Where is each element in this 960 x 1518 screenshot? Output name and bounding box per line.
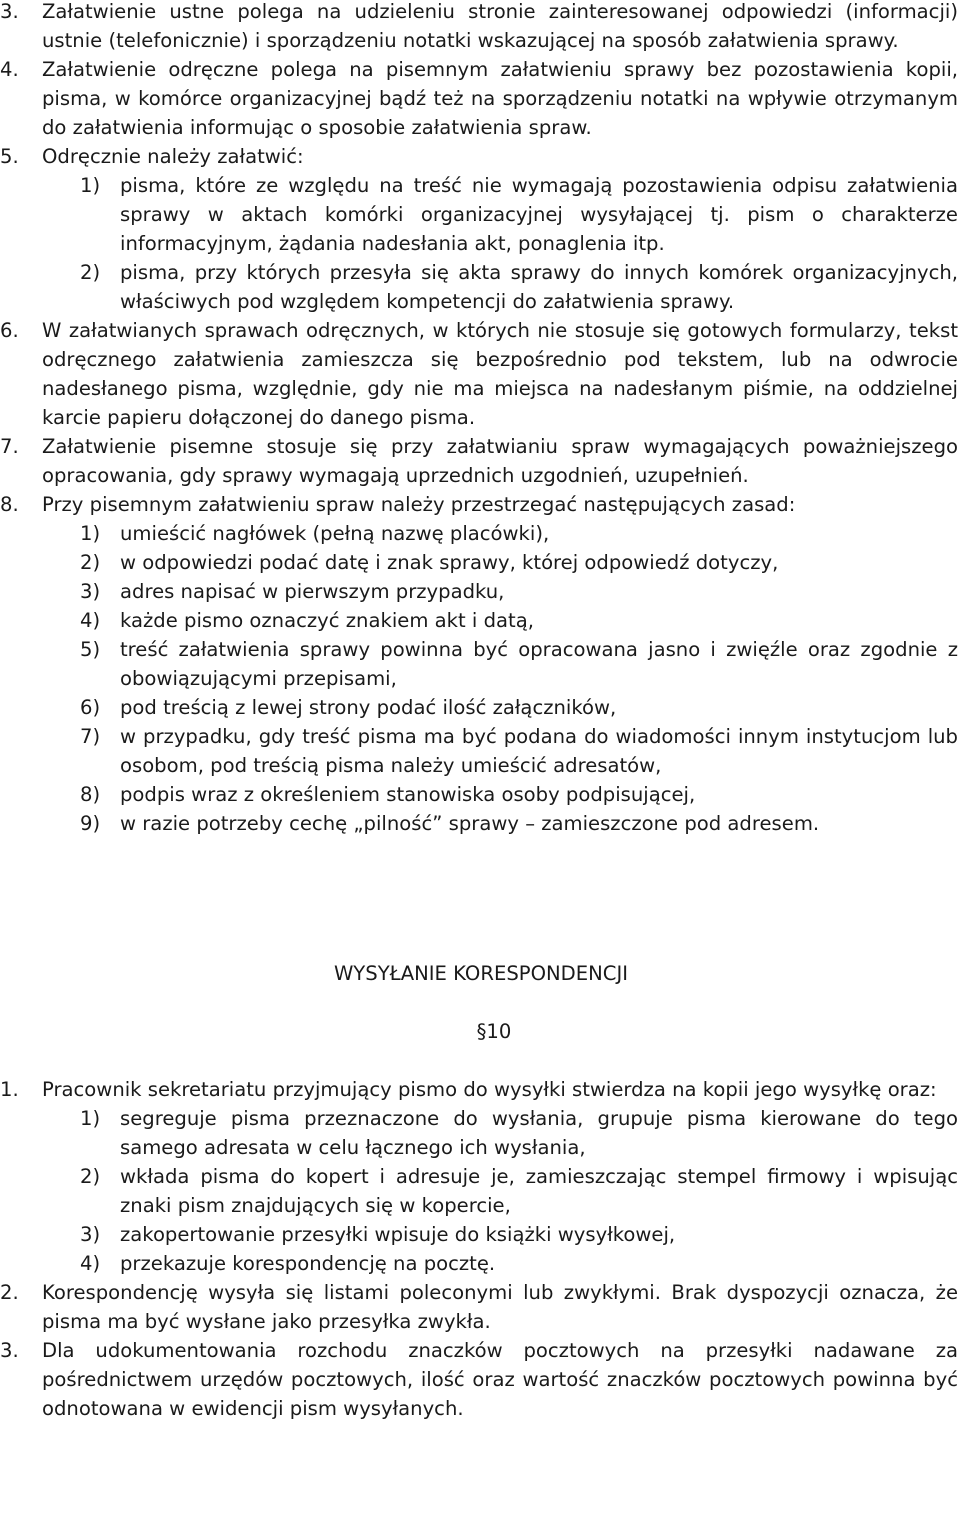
- item-number: 2.: [0, 1281, 19, 1304]
- item-number: 6.: [0, 319, 19, 342]
- sublist: [0, 171, 960, 316]
- item-number: 7): [80, 725, 101, 748]
- list-item: [0, 432, 960, 490]
- item-text: pisma, które ze względu na treść nie wymagają pozostawienia odpisu załatwienia sprawy w aktach komórki organizacyjnej wysyłającej tj. pism o charakterze informacyjnym, żądania nadesłania akt, ponaglenia itp.: [120, 174, 958, 255]
- item-text: wkłada pisma do kopert i adresuje je, zamieszczając stempel firmowy i wpisując znaki pism znajdujących się w kopercie,: [120, 1165, 958, 1217]
- item-number: 3.: [0, 1339, 19, 1362]
- item-number: 9): [80, 812, 101, 835]
- rule-item: [0, 548, 960, 577]
- item-number: 3): [80, 580, 101, 603]
- rule-item: [0, 780, 960, 809]
- item-text: Załatwienie odręczne polega na pisemnym załatwieniu sprawy bez pozostawienia kopii, pisma, w komórce organizacyjnej bądź też na sporządzeniu notatki na wpływie otrzymanym do załatwienia informując o sposobie załatwienia spraw.: [42, 58, 958, 139]
- item-text: treść załatwienia sprawy powinna być opracowana jasno i zwięźle oraz zgodnie z obowiązującymi przepisami,: [120, 638, 958, 690]
- rule-item: [0, 519, 960, 548]
- item-number: 1): [80, 522, 101, 545]
- section-spacer: [0, 838, 960, 959]
- item-number: 6): [80, 696, 101, 719]
- item-number: 1): [80, 1107, 101, 1130]
- item-number: 1): [80, 174, 101, 197]
- item-number: 4): [80, 1252, 101, 1275]
- item-number: 8.: [0, 493, 19, 516]
- item-text: W załatwianych sprawach odręcznych, w których nie stosuje się gotowych formularzy, tekst odręcznego załatwienia zamieszcza się bezpośrednio pod tekstem, lub na odwrocie nadesłanego pisma, względnie, gdy nie ma miejsca na nadesłanym piśmie, na oddzielnej karcie papieru dołączonej do danego pisma.: [42, 319, 958, 429]
- item-number: 8): [80, 783, 101, 806]
- item-text: Załatwienie ustne polega na udzieleniu stronie zainteresowanej odpowiedzi (informacji) ustnie (telefonicznie) i sporządzeniu notatki wskazującej na sposób załatwienia sprawy.: [42, 0, 958, 52]
- step-item: [0, 1104, 960, 1162]
- item-text: Korespondencję wysyła się listami poleconymi lub zwykłymi. Brak dyspozycji oznacza, że pisma ma być wysłane jako przesyłka zwykła.: [42, 1281, 958, 1333]
- list-item: [0, 0, 960, 55]
- item-text: umieścić nagłówek (pełną nazwę placówki),: [120, 522, 550, 545]
- section-title: WYSYŁANIE KORESPONDENCJI: [333, 962, 629, 985]
- item-text: adres napisać w pierwszym przypadku,: [120, 580, 505, 603]
- rule-item: [0, 693, 960, 722]
- item-text: segreguje pisma przeznaczone do wysłania, grupuje pisma kierowane do tego samego adresata w celu łącznego ich wysłania,: [120, 1107, 958, 1159]
- item-number: 2): [80, 551, 101, 574]
- list-item: [0, 316, 960, 432]
- item-text: Dla udokumentowania rozchodu znaczków pocztowych na przesyłki nadawane za pośrednictwem urzędów pocztowych, ilość oraz wartość znaczków pocztowych powinna być odnotowana w ewidencji pism wysyłanych.: [42, 1339, 958, 1420]
- item-text: w przypadku, gdy treść pisma ma być podana do wiadomości innym instytucjom lub osobom, pod treścią pisma należy umieścić adresatów,: [120, 725, 958, 777]
- list-item: [0, 1278, 960, 1336]
- rule-item: [0, 635, 960, 693]
- item-number: 2): [80, 261, 101, 284]
- item-number: 5): [80, 638, 101, 661]
- rules-list: [0, 519, 960, 838]
- item-text: Załatwienie pisemne stosuje się przy załatwianiu spraw wymagających poważniejszego opracowania, gdy sprawy wymagają uprzednich uzgodnień, uzupełnień.: [42, 435, 958, 487]
- list-item: [0, 1336, 960, 1423]
- step-item: [0, 1162, 960, 1220]
- item-text: Odręcznie należy załatwić:: [42, 145, 304, 168]
- step-item: [0, 1249, 960, 1278]
- item-number: 7.: [0, 435, 19, 458]
- item-number: 4.: [0, 58, 19, 81]
- item-text: pod treścią z lewej strony podać ilość załączników,: [120, 696, 617, 719]
- item-number: 3): [80, 1223, 101, 1246]
- step-item: [0, 1220, 960, 1249]
- item-text: w razie potrzeby cechę „pilność” sprawy – zamieszczone pod adresem.: [120, 812, 820, 835]
- item-text: pisma, przy których przesyła się akta sprawy do innych komórek organizacyjnych, właściwych pod względem kompetencji do załatwienia sprawy.: [120, 261, 958, 313]
- rule-item: [0, 809, 960, 838]
- item-text: podpis wraz z określeniem stanowiska osoby podpisującej,: [120, 783, 696, 806]
- item-number: 2): [80, 1165, 101, 1188]
- paragraph-number: §10: [476, 1020, 512, 1043]
- rule-item: [0, 722, 960, 780]
- item-number: 1.: [0, 1078, 19, 1101]
- rule-item: [0, 606, 960, 635]
- item-number: 4): [80, 609, 101, 632]
- rule-item: [0, 577, 960, 606]
- sublist-item: [0, 171, 960, 258]
- item-text: w odpowiedzi podać datę i znak sprawy, której odpowiedź dotyczy,: [120, 551, 779, 574]
- item-text: zakopertowanie przesyłki wpisuje do książki wysyłkowej,: [120, 1223, 676, 1246]
- item-text: każde pismo oznaczyć znakiem akt i datą,: [120, 609, 534, 632]
- list-item: [0, 490, 960, 519]
- sublist-item: [0, 258, 960, 316]
- item-text: Przy pisemnym załatwieniu spraw należy przestrzegać następujących zasad:: [42, 493, 796, 516]
- list-item: [0, 1075, 960, 1104]
- item-number: 5.: [0, 145, 19, 168]
- item-text: przekazuje korespondencję na pocztę.: [120, 1252, 496, 1275]
- item-text: Pracownik sekretariatu przyjmujący pismo do wysyłki stwierdza na kopii jego wysyłkę oraz:: [42, 1078, 937, 1101]
- item-number: 3.: [0, 0, 19, 23]
- steps-list: [0, 1104, 960, 1278]
- list-item: [0, 55, 960, 142]
- list-item: [0, 142, 960, 171]
